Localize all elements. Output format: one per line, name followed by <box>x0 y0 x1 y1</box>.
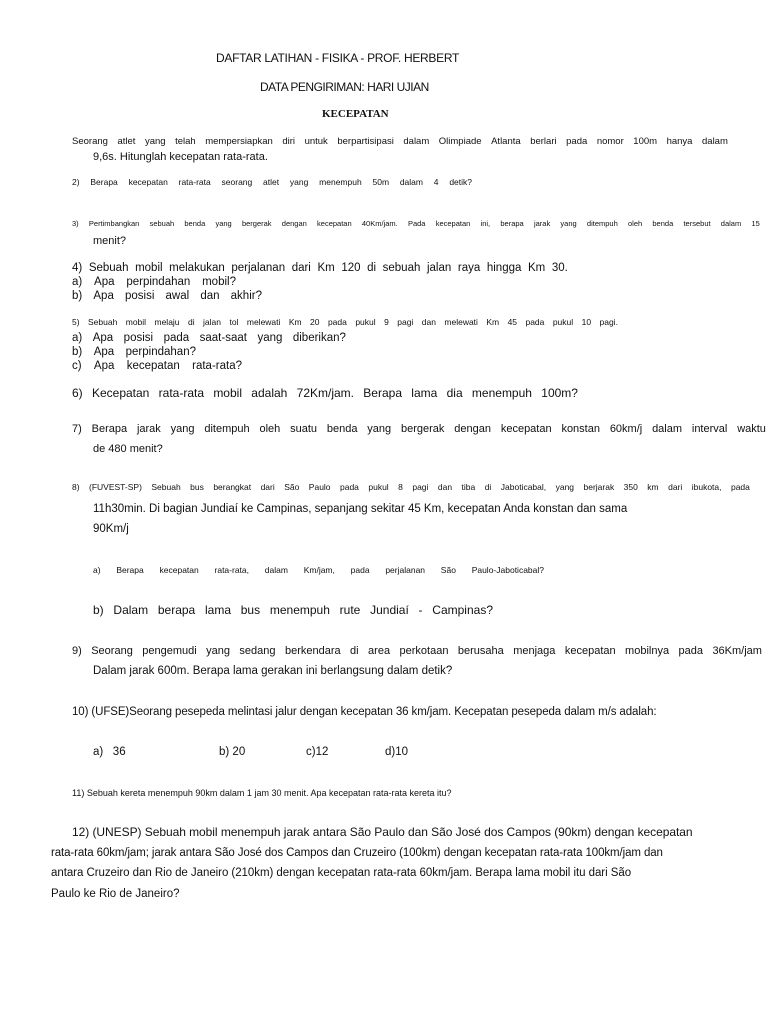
word: pada <box>163 332 190 344</box>
word: di <box>484 482 492 492</box>
word: Pertimbangkan <box>88 219 140 228</box>
word: Berapa <box>116 565 144 575</box>
word: di <box>367 262 377 274</box>
word: pagi <box>412 482 429 492</box>
word: jalan <box>203 317 222 327</box>
word: pada <box>350 565 370 575</box>
question-12-line-1: 12) (UNESP) Sebuah mobil menempuh jarak antara São Paulo dan São José dos Campos (90km) dengan kecepatan <box>72 825 693 839</box>
word: kecepatan <box>564 645 616 657</box>
word: dia <box>446 386 463 400</box>
word: rata-rata <box>178 177 211 187</box>
question-11-line-1: 11) Sebuah kereta menempuh 90km dalam 1 jam 30 menit. Apa kecepatan rata-rata kereta itu? <box>72 788 452 798</box>
word: benda <box>326 423 358 435</box>
word: kecepatan <box>126 360 180 372</box>
word: diberikan? <box>292 332 346 344</box>
word: bergerak <box>401 423 445 435</box>
word: kecepatan <box>500 423 552 435</box>
word: Atlanta <box>491 136 521 147</box>
word: ditempuh <box>204 423 250 435</box>
word: 50m <box>372 177 390 187</box>
word: melewati <box>246 317 281 327</box>
word: Kecepatan <box>91 386 150 400</box>
question-6-line-1 <box>72 387 578 401</box>
word: nomor <box>596 136 624 147</box>
word: Km <box>486 317 500 327</box>
word: 10 <box>581 317 592 327</box>
word: bus <box>190 482 204 492</box>
word: tersebut <box>683 219 711 228</box>
word: yang <box>170 423 195 435</box>
word: 2) <box>72 177 80 187</box>
word: 45 <box>507 317 518 327</box>
word: untuk <box>304 136 328 147</box>
word: raya <box>457 262 481 274</box>
word: Olimpiade <box>438 136 482 147</box>
word: mempersiapkan <box>205 136 273 147</box>
word: Paulo-Jaboticabal? <box>471 565 544 575</box>
word: rata-rata <box>158 386 205 400</box>
word: atlet <box>117 136 136 147</box>
word: benda <box>652 219 674 228</box>
word: atlet <box>263 177 280 187</box>
word: menempuh <box>471 386 532 400</box>
word: lama <box>411 386 438 400</box>
word: oleh <box>259 423 281 435</box>
word: telah <box>175 136 196 147</box>
word: berapa <box>500 219 524 228</box>
word: Apa <box>93 360 115 372</box>
word: pada <box>678 645 703 657</box>
word: berjarak <box>583 482 615 492</box>
word: melakukan <box>169 262 225 274</box>
word: 60km/j <box>609 423 643 435</box>
question-7-line-2: de 480 menit? <box>93 443 163 455</box>
section-heading: KECEPATAN <box>322 108 389 120</box>
word: hingga <box>486 262 522 274</box>
word: dari <box>260 482 275 492</box>
question-8-line-2: 11h30min. Di bagian Jundiaí ke Campinas, sepanjang sekitar 45 Km, kecepatan Anda konstan dan sama <box>93 503 628 515</box>
word: perjalanan <box>385 565 426 575</box>
word: kecepatan <box>159 565 199 575</box>
question-3-line-2: menit? <box>93 235 127 247</box>
word: Sebuah <box>88 262 129 274</box>
word: ini, <box>480 219 491 228</box>
word: perkotaan <box>399 645 449 657</box>
question-8-option-b <box>93 604 493 618</box>
word: Campinas? <box>432 603 493 617</box>
word: konstan <box>561 423 600 435</box>
word: melaju <box>154 317 180 327</box>
word: pukul <box>355 317 376 327</box>
question-4-option-a <box>72 276 236 289</box>
word: dari <box>668 482 683 492</box>
question-5-option-c <box>72 360 242 373</box>
word: perpindahan <box>126 276 191 288</box>
word: berkendara <box>284 645 341 657</box>
word: São <box>440 565 456 575</box>
word: 350 <box>623 482 638 492</box>
word: Km <box>317 262 335 274</box>
word: saat-saat <box>199 332 247 344</box>
word: waktu <box>737 423 766 435</box>
word: 4 <box>433 177 439 187</box>
question-12-line-2: rata-rata 60km/jam; jarak antara São José dos Campos dan Cruzeiro (100km) dengan kecepatan rata-rata 100km/jam dan <box>51 847 663 859</box>
word: Apa <box>92 332 114 344</box>
word: Jaboticabal, <box>500 482 547 492</box>
word: pada <box>525 317 545 327</box>
word: menempuh <box>319 177 362 187</box>
word: melewati <box>444 317 478 327</box>
word: 100m? <box>541 386 578 400</box>
word: 7) <box>72 423 82 435</box>
word: Berapa <box>90 177 118 187</box>
word: yang <box>257 332 283 344</box>
word: kecepatan <box>128 177 168 187</box>
word: dan <box>421 317 436 327</box>
word: 120 <box>341 262 361 274</box>
word: tiba <box>461 482 476 492</box>
word: dari <box>291 262 311 274</box>
word: berusaha <box>457 645 504 657</box>
question-10-option-c: c)12 <box>306 746 329 758</box>
word: berlari <box>530 136 557 147</box>
word: perpindahan? <box>125 346 196 358</box>
word: menempuh <box>269 603 330 617</box>
question-9-line-2: Dalam jarak 600m. Berapa lama gerakan ini berlangsung dalam detik? <box>93 665 453 677</box>
word: Berapa <box>363 386 402 400</box>
word: sebuah <box>382 262 421 274</box>
word: dengan <box>454 423 491 435</box>
word: dalam <box>399 177 423 187</box>
word: São <box>284 482 300 492</box>
word: diri <box>282 136 296 147</box>
word: jalan <box>426 262 452 274</box>
word: 9 <box>384 317 389 327</box>
word: Apa <box>93 290 114 302</box>
question-4-line-1 <box>72 262 568 275</box>
word: mobil <box>213 386 242 400</box>
word: Sebuah <box>88 317 118 327</box>
word: suatu <box>290 423 318 435</box>
question-1-line-2: 9,6s. Hitunglah kecepatan rata-rata. <box>93 151 268 163</box>
word: benda <box>184 219 206 228</box>
word: adalah <box>251 386 288 400</box>
word: c) <box>72 360 82 372</box>
word: 4) <box>72 262 83 274</box>
word: mobil <box>125 317 147 327</box>
word: sebuah <box>149 219 175 228</box>
word: yang <box>289 177 309 187</box>
word: pengemudi <box>142 645 197 657</box>
word: Berapa <box>91 423 128 435</box>
word: pukul <box>552 317 574 327</box>
word: b) <box>72 346 83 358</box>
word: Seorang <box>72 136 108 147</box>
word: b) <box>93 603 104 617</box>
word: interval <box>691 423 728 435</box>
word: km <box>647 482 659 492</box>
word: 40Km/jam. <box>361 219 398 228</box>
word: di <box>350 645 359 657</box>
word: pada <box>566 136 588 147</box>
word: dalam <box>264 565 288 575</box>
word: pada <box>340 482 359 492</box>
word: dalam <box>652 423 683 435</box>
word: awal <box>165 290 190 302</box>
question-2-line-1 <box>72 178 472 188</box>
word: Seorang <box>91 645 133 657</box>
word: Km/jam, <box>303 565 335 575</box>
word: mobilnya <box>625 645 670 657</box>
word: pada <box>327 317 347 327</box>
word: pagi <box>397 317 414 327</box>
word: tol <box>229 317 239 327</box>
word: pagi. <box>599 317 618 327</box>
word: a) <box>93 565 101 575</box>
word: a) <box>72 332 83 344</box>
word: berpartisipasi <box>337 136 394 147</box>
word: dengan <box>281 219 307 228</box>
word: ditempuh <box>586 219 618 228</box>
question-3-line-1 <box>72 220 760 229</box>
word: 15 <box>751 219 760 228</box>
word: detik? <box>449 177 472 187</box>
word: 100m <box>633 136 658 147</box>
word: (FUVEST-SP) <box>89 482 142 492</box>
question-12-line-4: Paulo ke Rio de Janeiro? <box>51 888 180 900</box>
word: 5) <box>72 317 80 327</box>
question-5-line-1 <box>72 318 618 328</box>
word: jarak <box>533 219 551 228</box>
word: posisi <box>124 290 155 302</box>
word: dalam <box>720 219 742 228</box>
word: Km <box>288 317 302 327</box>
word: b) <box>72 290 83 302</box>
word: posisi <box>123 332 154 344</box>
word: yang <box>560 219 577 228</box>
word: Km <box>527 262 546 274</box>
word: Apa <box>94 276 115 288</box>
word: pada <box>730 482 750 492</box>
word: rata-rata? <box>192 360 242 372</box>
word: Pada <box>407 219 426 228</box>
question-8-option-a <box>93 566 544 576</box>
word: yang <box>144 136 166 147</box>
word: 72Km/jam. <box>296 386 354 400</box>
word: dan <box>200 290 220 302</box>
question-10-line-1: 10) (UFSE)Seorang pesepeda melintasi jalur dengan kecepatan 36 km/jam. Kecepatan pesepeda dalam m/s adalah: <box>72 706 657 718</box>
word: pukul <box>368 482 389 492</box>
word: 30. <box>551 262 568 274</box>
word: mobil? <box>202 276 236 288</box>
word: seorang <box>221 177 253 187</box>
word: dan <box>437 482 453 492</box>
word: rute <box>339 603 361 617</box>
question-9-line-1 <box>72 645 762 658</box>
word: lama <box>204 603 231 617</box>
word: Apa <box>93 346 115 358</box>
word: mobil <box>135 262 163 274</box>
question-7-line-1 <box>72 423 766 436</box>
word: di <box>187 317 195 327</box>
word: rata-rata, <box>214 565 250 575</box>
question-8-line-3: 90Km/j <box>93 523 129 535</box>
word: bus <box>240 603 261 617</box>
word: perjalanan <box>231 262 286 274</box>
question-5-option-a <box>72 332 346 345</box>
word: kecepatan <box>317 219 352 228</box>
document-title: DAFTAR LATIHAN - FISIKA - PROF. HERBERT <box>216 51 460 65</box>
word: menjaga <box>513 645 556 657</box>
word: berapa <box>157 603 196 617</box>
word: berangkat <box>213 482 252 492</box>
word: 6) <box>72 386 83 400</box>
word: 3) <box>72 219 79 228</box>
word: kecepatan <box>435 219 471 228</box>
word: 9) <box>72 645 82 657</box>
word: Jundiaí <box>370 603 409 617</box>
question-1-line-1 <box>72 137 728 148</box>
word: akhir? <box>230 290 262 302</box>
word: yang <box>215 219 232 228</box>
question-10-option-a: a) 36 <box>93 746 126 758</box>
word: dalam <box>702 136 728 147</box>
word: 8 <box>398 482 403 492</box>
word: Sebuah <box>151 482 181 492</box>
word: hanya <box>666 136 693 147</box>
word: 36Km/jam <box>712 645 762 657</box>
word: 8) <box>72 482 80 492</box>
question-12-line-3: antara Cruzeiro dan Rio de Janeiro (210km) dengan kecepatan rata-rata 60km/jam. Berapa lama mobil itu dari São <box>51 867 632 879</box>
word: Paulo <box>308 482 331 492</box>
word: - <box>418 603 423 617</box>
word: bergerak <box>241 219 272 228</box>
question-8-line-1 <box>72 483 750 493</box>
word: a) <box>72 276 83 288</box>
word: dalam <box>403 136 430 147</box>
word: oleh <box>627 219 643 228</box>
word: yang <box>206 645 230 657</box>
question-5-option-b <box>72 346 196 359</box>
question-10-option-d: d)10 <box>385 746 409 758</box>
question-10-option-b: b) 20 <box>219 746 246 758</box>
question-4-option-b <box>72 290 262 303</box>
word: jarak <box>136 423 161 435</box>
word: yang <box>367 423 392 435</box>
word: area <box>368 645 391 657</box>
document-subtitle: DATA PENGIRIMAN: HARI UJIAN <box>260 80 429 94</box>
word: 20 <box>310 317 320 327</box>
word: ibukota, <box>691 482 722 492</box>
word: Dalam <box>113 603 149 617</box>
word: sedang <box>239 645 276 657</box>
word: yang <box>555 482 575 492</box>
